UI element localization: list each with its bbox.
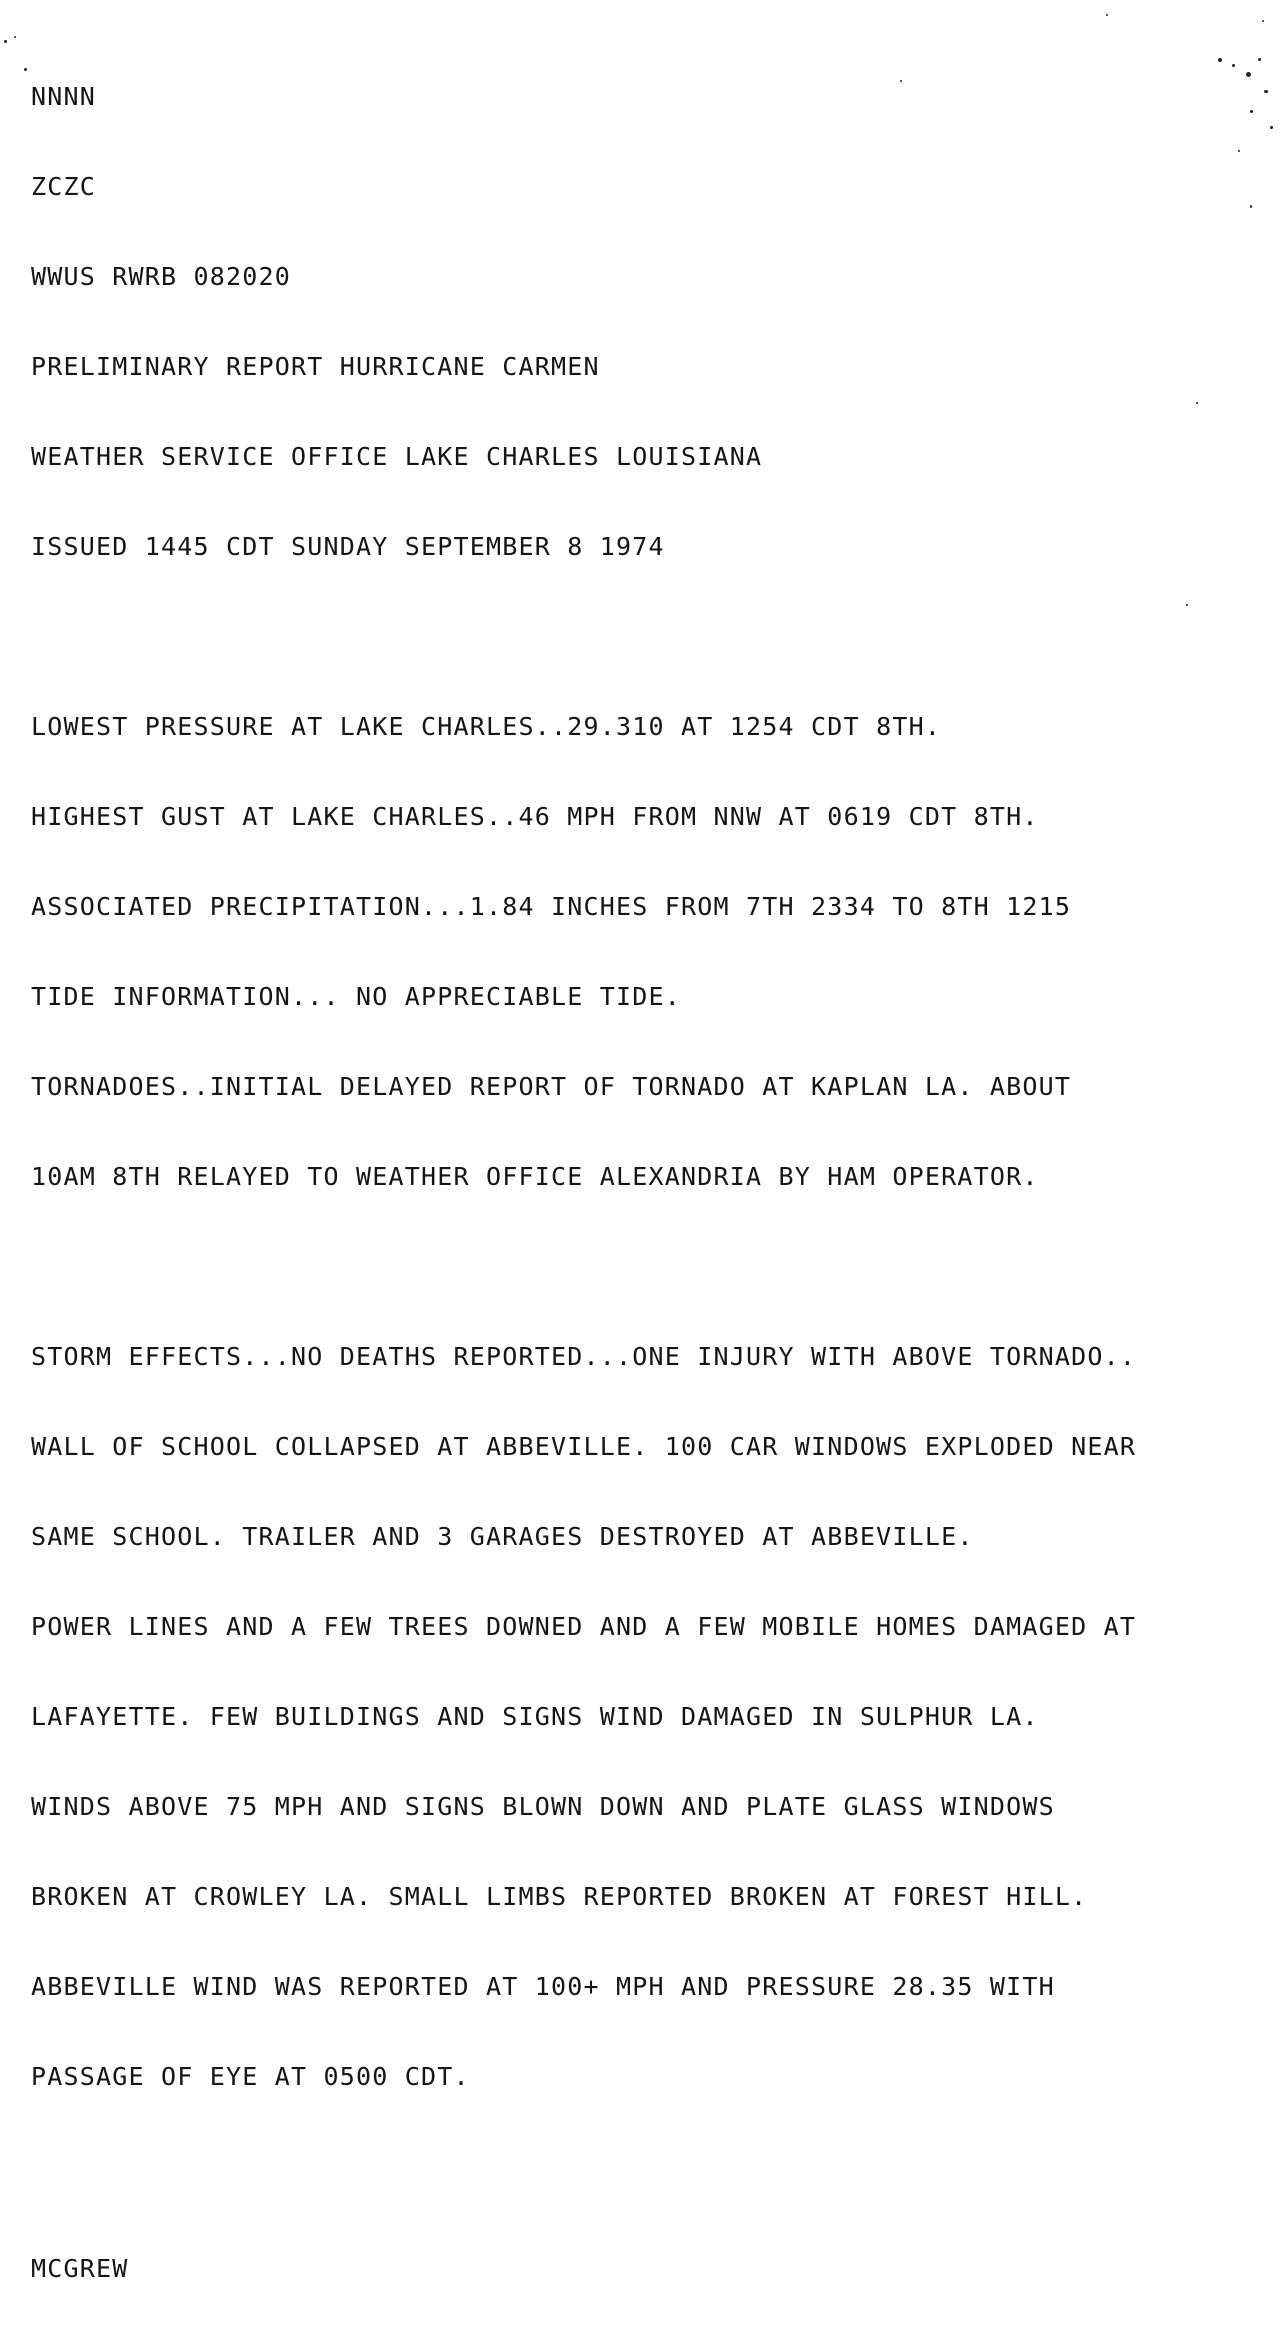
speckle <box>900 80 902 82</box>
storm-effects-line: WALL OF SCHOOL COLLAPSED AT ABBEVILLE. 100 CAR WINDOWS EXPLODED NEAR <box>31 1432 1137 1461</box>
speckle <box>1246 72 1251 77</box>
storm-effects-line: WINDS ABOVE 75 MPH AND SIGNS BLOWN DOWN AND PLATE GLASS WINDOWS <box>31 1792 1055 1821</box>
speckle <box>1186 604 1188 606</box>
weather-report <box>31 22 1261 2344</box>
signature: MCGREW <box>31 2254 129 2283</box>
storm-effects-line: LAFAYETTE. FEW BUILDINGS AND SIGNS WIND DAMAGED IN SULPHUR LA. <box>31 1702 1039 1731</box>
speckle <box>1218 58 1222 62</box>
spacer <box>31 622 1261 652</box>
tornado-line-2: 10AM 8TH RELAYED TO WEATHER OFFICE ALEXANDRIA BY HAM OPERATOR. <box>31 1162 1039 1191</box>
speckle <box>24 68 27 71</box>
speckle <box>1262 20 1264 22</box>
issue-time: ISSUED 1445 CDT SUNDAY SEPTEMBER 8 1974 <box>31 532 665 561</box>
storm-effects-line: POWER LINES AND A FEW TREES DOWNED AND A FEW MOBILE HOMES DAMAGED AT <box>31 1612 1137 1641</box>
speckle <box>1238 150 1240 152</box>
storm-effects-line: STORM EFFECTS...NO DEATHS REPORTED...ONE INJURY WITH ABOVE TORNADO.. <box>31 1342 1137 1371</box>
tide-line: TIDE INFORMATION... NO APPRECIABLE TIDE. <box>31 982 682 1011</box>
precipitation-line: ASSOCIATED PRECIPITATION...1.84 INCHES FROM 7TH 2334 TO 8TH 1215 <box>31 892 1072 921</box>
storm-effects-line: ABBEVILLE WIND WAS REPORTED AT 100+ MPH AND PRESSURE 28.35 WITH <box>31 1972 1055 2001</box>
spacer <box>31 1252 1261 1282</box>
speckle <box>1250 205 1252 208</box>
report-title: PRELIMINARY REPORT HURRICANE CARMEN <box>31 352 600 381</box>
speckle <box>14 36 16 38</box>
speckle <box>1196 402 1198 404</box>
storm-effects-line: SAME SCHOOL. TRAILER AND 3 GARAGES DESTROYED AT ABBEVILLE. <box>31 1522 974 1551</box>
highest-gust-line: HIGHEST GUST AT LAKE CHARLES..46 MPH FROM NNW AT 0619 CDT 8TH. <box>31 802 1039 831</box>
speckle <box>1270 126 1273 129</box>
storm-effects-line: PASSAGE OF EYE AT 0500 CDT. <box>31 2062 470 2091</box>
storm-effects-line: BROKEN AT CROWLEY LA. SMALL LIMBS REPORTED BROKEN AT FOREST HILL. <box>31 1882 1088 1911</box>
speckle <box>1258 58 1261 61</box>
lowest-pressure-line: LOWEST PRESSURE AT LAKE CHARLES..29.310 AT 1254 CDT 8TH. <box>31 712 942 741</box>
header-zczc: ZCZC <box>31 172 97 201</box>
speckle <box>1250 110 1253 113</box>
speckle <box>1232 64 1235 67</box>
speckle <box>1106 14 1108 16</box>
issuing-office: WEATHER SERVICE OFFICE LAKE CHARLES LOUISIANA <box>31 442 763 471</box>
tornado-line-1: TORNADOES..INITIAL DELAYED REPORT OF TORNADO AT KAPLAN LA. ABOUT <box>31 1072 1072 1101</box>
speckle <box>4 40 7 43</box>
header-message-id: WWUS RWRB 082020 <box>31 262 292 291</box>
spacer <box>31 2152 1261 2194</box>
speckle <box>1264 90 1268 93</box>
header-nnnn: NNNN <box>31 82 97 111</box>
